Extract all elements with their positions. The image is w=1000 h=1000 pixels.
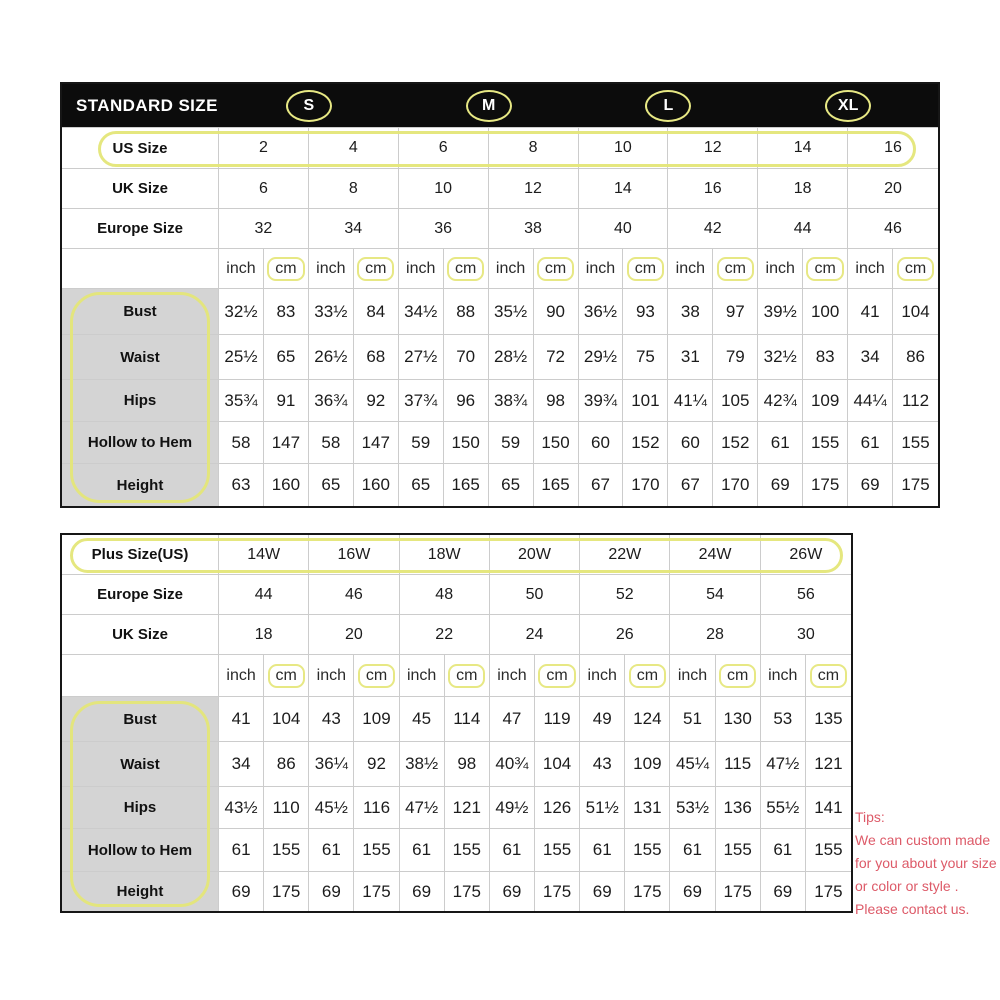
measure-value-cell: 155 (716, 829, 761, 872)
size-value-cell: 12 (489, 169, 579, 209)
measure-value-cell: 126 (535, 787, 580, 829)
size-value-cell: 48 (400, 575, 490, 615)
measure-value-cell: 42¾ (758, 380, 803, 422)
measure-value-cell: 61 (758, 422, 803, 464)
size-value-cell: 6 (219, 169, 309, 209)
measure-value-cell: 175 (354, 872, 399, 911)
measure-value-cell: 109 (803, 380, 848, 422)
measure-value-cell: 147 (354, 422, 399, 464)
measure-value-cell: 47½ (761, 742, 806, 787)
unit-cell (219, 249, 264, 289)
inch-unit: inch (768, 666, 798, 684)
size-value-cell: 20 (309, 615, 399, 655)
measure-value-cell: 35¾ (219, 380, 264, 422)
unit-cell (264, 655, 309, 697)
inch-unit: inch (406, 666, 437, 684)
measure-value-cell: 70 (444, 335, 489, 380)
measure-value-cell: 115 (716, 742, 761, 787)
cm-unit-highlighted: cm (717, 257, 754, 281)
measure-value-cell: 92 (354, 380, 399, 422)
tips-line: or color or style . (855, 878, 959, 894)
measure-value-cell: 170 (623, 464, 668, 506)
measure-value-cell: 165 (444, 464, 489, 506)
size-value-cell: 20W (490, 535, 580, 575)
unit-cell (534, 249, 579, 289)
measure-value-cell: 150 (534, 422, 579, 464)
measure-value-cell: 98 (534, 380, 579, 422)
measure-value-cell: 97 (713, 289, 758, 335)
tips-line: Please contact us. (855, 901, 970, 917)
measure-value-cell: 49½ (490, 787, 535, 829)
measure-value-cell: 61 (309, 829, 354, 872)
size-group-header (758, 84, 938, 128)
size-value-cell: 20 (848, 169, 938, 209)
measure-value-cell: 33½ (309, 289, 354, 335)
plus-size-table (60, 533, 853, 913)
measure-value-cell: 155 (625, 829, 670, 872)
measure-value-cell: 47 (490, 697, 535, 742)
size-value-cell: 16W (309, 535, 399, 575)
unit-cell (490, 655, 535, 697)
inch-unit: inch (765, 259, 795, 277)
measure-value-cell: 175 (625, 872, 670, 911)
measure-value-cell: 155 (806, 829, 851, 872)
measure-value-cell: 28½ (489, 335, 534, 380)
measure-value-cell: 175 (716, 872, 761, 911)
size-value-cell: 14 (758, 128, 848, 169)
unit-cell (670, 655, 715, 697)
measure-value-cell: 175 (445, 872, 490, 911)
measure-value-cell: 53½ (670, 787, 715, 829)
measure-value-cell: 109 (625, 742, 670, 787)
measure-value-cell: 32½ (758, 335, 803, 380)
inch-unit: inch (495, 259, 526, 277)
cm-unit-highlighted: cm (538, 664, 575, 688)
units-row-label (62, 655, 219, 697)
size-value-cell: 26W (761, 535, 851, 575)
measure-value-cell: 58 (309, 422, 354, 464)
cm-unit-highlighted: cm (810, 664, 847, 688)
measure-value-cell: 86 (264, 742, 309, 787)
measure-value-cell: 26½ (309, 335, 354, 380)
size-value-cell: 46 (848, 209, 938, 249)
measure-value-cell: 34 (219, 742, 264, 787)
measure-value-cell: 68 (354, 335, 399, 380)
measure-value-cell: 69 (580, 872, 625, 911)
unit-cell (758, 249, 803, 289)
tips-line: for you about your size (855, 855, 997, 871)
measure-value-cell: 25½ (219, 335, 264, 380)
measure-value-cell: 38¾ (489, 380, 534, 422)
inch-unit: inch (316, 666, 347, 684)
measure-value-cell: 114 (445, 697, 490, 742)
measure-value-cell: 93 (623, 289, 668, 335)
measure-value-cell: 41 (848, 289, 893, 335)
measure-row-label: Height (62, 464, 219, 506)
measure-value-cell: 45 (400, 697, 445, 742)
measure-value-cell: 141 (806, 787, 851, 829)
measure-row-label: Hips (62, 787, 219, 829)
measure-value-cell: 69 (400, 872, 445, 911)
measure-value-cell: 69 (309, 872, 354, 911)
measure-value-cell: 175 (803, 464, 848, 506)
measure-value-cell: 59 (489, 422, 534, 464)
measure-value-cell: 130 (716, 697, 761, 742)
measure-value-cell: 69 (848, 464, 893, 506)
tips-title: Tips: (855, 809, 885, 825)
size-value-cell: 54 (670, 575, 760, 615)
measure-value-cell: 36¾ (309, 380, 354, 422)
size-value-cell: 22 (400, 615, 490, 655)
measure-value-cell: 155 (445, 829, 490, 872)
measure-value-cell: 104 (893, 289, 938, 335)
cm-unit-highlighted: cm (358, 664, 395, 688)
size-value-cell: 16 (668, 169, 758, 209)
size-value-cell: 12 (668, 128, 758, 169)
size-circle-highlight: S (286, 90, 332, 122)
unit-cell (803, 249, 848, 289)
inch-unit: inch (406, 259, 436, 277)
size-group-header (579, 84, 759, 128)
unit-cell (309, 655, 354, 697)
size-group-header (399, 84, 579, 128)
measure-value-cell: 44¼ (848, 380, 893, 422)
measure-value-cell: 31 (668, 335, 713, 380)
measure-value-cell: 65 (489, 464, 534, 506)
size-value-cell: 14 (579, 169, 669, 209)
measure-value-cell: 32½ (219, 289, 264, 335)
measure-value-cell: 43 (309, 697, 354, 742)
size-value-cell: 36 (399, 209, 489, 249)
unit-cell (716, 655, 761, 697)
measure-value-cell: 104 (535, 742, 580, 787)
size-value-cell: 42 (668, 209, 758, 249)
size-value-cell: 44 (758, 209, 848, 249)
size-row-label: Europe Size (62, 575, 219, 615)
units-row-label (62, 249, 219, 289)
unit-cell (848, 249, 893, 289)
measure-value-cell: 36¼ (309, 742, 354, 787)
measure-value-cell: 39¾ (579, 380, 624, 422)
unit-cell (444, 249, 489, 289)
measure-value-cell: 29½ (579, 335, 624, 380)
measure-value-cell: 96 (444, 380, 489, 422)
unit-cell (489, 249, 534, 289)
inch-unit: inch (226, 259, 256, 277)
unit-cell (400, 655, 445, 697)
measure-value-cell: 43 (580, 742, 625, 787)
unit-cell (623, 249, 668, 289)
size-circle-highlight: M (466, 90, 512, 122)
unit-cell (713, 249, 758, 289)
measure-value-cell: 69 (670, 872, 715, 911)
size-value-cell: 50 (490, 575, 580, 615)
tips-note (855, 806, 1000, 921)
measure-value-cell: 101 (623, 380, 668, 422)
inch-unit: inch (497, 666, 527, 684)
measure-value-cell: 38 (668, 289, 713, 335)
measure-value-cell: 175 (264, 872, 309, 911)
measure-value-cell: 58 (219, 422, 264, 464)
cm-unit-highlighted: cm (629, 664, 666, 688)
size-row-label: Plus Size(US) (62, 535, 219, 575)
measure-value-cell: 110 (264, 787, 309, 829)
size-value-cell: 52 (580, 575, 670, 615)
measure-value-cell: 131 (625, 787, 670, 829)
size-value-cell: 18 (758, 169, 848, 209)
measure-row-label: Waist (62, 742, 219, 787)
size-value-cell: 8 (489, 128, 579, 169)
measure-value-cell: 61 (490, 829, 535, 872)
measure-value-cell: 40¾ (490, 742, 535, 787)
measure-value-cell: 49 (580, 697, 625, 742)
cm-unit-highlighted: cm (897, 257, 934, 281)
measure-value-cell: 175 (814, 881, 843, 901)
measure-value-cell: 98 (445, 742, 490, 787)
measure-value-cell: 100 (803, 289, 848, 335)
measure-row-label: Height (62, 872, 219, 911)
table-title: STANDARD SIZE (62, 84, 219, 128)
measure-value-cell: 79 (713, 335, 758, 380)
measure-row-label: Hollow to Hem (62, 422, 219, 464)
unit-cell (354, 249, 399, 289)
size-row-label: Europe Size (62, 209, 219, 249)
measure-value-cell: 60 (668, 422, 713, 464)
measure-value-cell: 165 (534, 464, 579, 506)
inch-unit: inch (675, 259, 706, 277)
measure-value-cell: 104 (264, 697, 309, 742)
unit-cell (309, 249, 354, 289)
size-circle-highlight: L (645, 90, 691, 122)
measure-value-cell: 175 (901, 475, 930, 494)
measure-value-cell: 109 (354, 697, 399, 742)
cm-unit-highlighted: cm (268, 664, 305, 688)
unit-cell (625, 655, 670, 697)
cm-unit-highlighted: cm (719, 664, 756, 688)
measure-value-cell: 36½ (579, 289, 624, 335)
unit-cell (668, 249, 713, 289)
measure-value-cell: 147 (264, 422, 309, 464)
measure-value-cell: 61 (580, 829, 625, 872)
cm-unit-highlighted: cm (448, 664, 485, 688)
inch-unit: inch (316, 259, 346, 277)
measure-value-cell: 63 (219, 464, 264, 506)
measure-value-cell: 124 (625, 697, 670, 742)
measure-value-cell: 83 (803, 335, 848, 380)
measure-value-cell: 41¼ (668, 380, 713, 422)
measure-value-cell: 86 (893, 335, 938, 380)
size-value-cell: 32 (219, 209, 309, 249)
unit-cell (219, 655, 264, 697)
size-value-cell: 2 (219, 128, 309, 169)
measure-value-cell: 51 (670, 697, 715, 742)
size-value-cell: 56 (761, 575, 851, 615)
measure-value-cell: 61 (670, 829, 715, 872)
measure-value-cell: 84 (354, 289, 399, 335)
unit-cell (399, 249, 444, 289)
measure-row-label: Bust (62, 697, 219, 742)
measure-value-cell: 150 (444, 422, 489, 464)
size-value-cell: 24 (490, 615, 580, 655)
measure-value-cell: 83 (264, 289, 309, 335)
measure-value-cell: 91 (264, 380, 309, 422)
measure-value-cell: 135 (806, 697, 851, 742)
measure-row-label: Hips (62, 380, 219, 422)
cm-unit-highlighted: cm (627, 257, 664, 281)
size-value-cell: 40 (579, 209, 669, 249)
measure-value-cell: 72 (534, 335, 579, 380)
measure-value-cell: 37¾ (399, 380, 444, 422)
size-value-cell: 44 (219, 575, 309, 615)
size-value-cell: 22W (580, 535, 670, 575)
measure-value-cell: 121 (445, 787, 490, 829)
cm-unit-highlighted: cm (537, 257, 574, 281)
cm-unit-highlighted: cm (357, 257, 394, 281)
size-value-cell: 46 (309, 575, 399, 615)
measure-value-cell: 119 (535, 697, 580, 742)
size-value-cell: 18 (219, 615, 309, 655)
measure-value-cell: 45½ (309, 787, 354, 829)
measure-value-cell: 90 (534, 289, 579, 335)
measure-value-cell: 35½ (489, 289, 534, 335)
size-value-cell: 10 (579, 128, 669, 169)
measure-row-label: Bust (62, 289, 219, 335)
size-value-cell: 24W (670, 535, 760, 575)
size-value-cell: 18W (400, 535, 490, 575)
measure-value-cell: 175 (535, 872, 580, 911)
measure-value-cell: 67 (579, 464, 624, 506)
size-row-label: UK Size (62, 169, 219, 209)
measure-value-cell: 69 (758, 464, 803, 506)
measure-value-cell: 152 (713, 422, 758, 464)
measure-value-cell: 160 (354, 464, 399, 506)
size-value-cell: 28 (670, 615, 760, 655)
measure-value-cell: 88 (444, 289, 489, 335)
measure-value-cell: 155 (803, 422, 848, 464)
measure-value-cell: 121 (806, 742, 851, 787)
measure-value-cell: 65 (399, 464, 444, 506)
size-value-cell: 10 (399, 169, 489, 209)
measure-value-cell: 34½ (399, 289, 444, 335)
tips-line: We can custom made (855, 832, 991, 848)
measure-value-cell: 92 (354, 742, 399, 787)
size-value-cell: 26 (580, 615, 670, 655)
measure-value-cell: 65 (309, 464, 354, 506)
size-value-cell: 16 (848, 128, 938, 169)
measure-value-cell: 61 (848, 422, 893, 464)
measure-value-cell: 155 (264, 829, 309, 872)
measure-value-cell: 41 (219, 697, 264, 742)
unit-cell (761, 655, 806, 697)
inch-unit: inch (855, 259, 885, 277)
unit-cell (579, 249, 624, 289)
size-row-label: US Size (62, 128, 219, 169)
measure-value-cell: 136 (716, 787, 761, 829)
measure-value-cell: 67 (668, 464, 713, 506)
measure-value-cell: 53 (761, 697, 806, 742)
inch-unit: inch (226, 666, 256, 684)
measure-value-cell: 105 (713, 380, 758, 422)
measure-value-cell: 45¼ (670, 742, 715, 787)
measure-value-cell: 34 (848, 335, 893, 380)
inch-unit: inch (585, 259, 616, 277)
measure-value-cell: 69 (219, 872, 264, 911)
cm-unit-highlighted: cm (267, 257, 304, 281)
measure-value-cell: 75 (623, 335, 668, 380)
measure-value-cell: 152 (623, 422, 668, 464)
measure-value-cell: 39½ (758, 289, 803, 335)
measure-value-cell: 155 (354, 829, 399, 872)
inch-unit: inch (677, 666, 708, 684)
size-circle-highlight: XL (825, 90, 871, 122)
measure-value-cell: 65 (264, 335, 309, 380)
size-value-cell: 4 (309, 128, 399, 169)
measure-value-cell: 59 (399, 422, 444, 464)
measure-row-label: Hollow to Hem (62, 829, 219, 872)
size-value-cell: 30 (761, 615, 851, 655)
measure-value-cell: 160 (264, 464, 309, 506)
measure-value-cell: 27½ (399, 335, 444, 380)
measure-value-cell: 43½ (219, 787, 264, 829)
measure-value-cell: 69 (761, 872, 806, 911)
measure-row-label: Waist (62, 335, 219, 380)
measure-value-cell: 47½ (400, 787, 445, 829)
cm-unit-highlighted: cm (806, 257, 843, 281)
unit-cell (354, 655, 399, 697)
measure-value-cell: 61 (400, 829, 445, 872)
unit-cell (806, 655, 851, 697)
measure-value-cell: 170 (713, 464, 758, 506)
measure-value-cell: 155 (535, 829, 580, 872)
unit-cell (893, 249, 938, 289)
standard-size-table (60, 82, 940, 508)
measure-value-cell: 116 (354, 787, 399, 829)
size-value-cell: 8 (309, 169, 399, 209)
size-group-header (219, 84, 399, 128)
size-row-label: UK Size (62, 615, 219, 655)
measure-value-cell: 55½ (761, 787, 806, 829)
unit-cell (535, 655, 580, 697)
size-value-cell: 38 (489, 209, 579, 249)
measure-value-cell: 61 (761, 829, 806, 872)
size-value-cell: 14W (219, 535, 309, 575)
measure-value-cell: 112 (893, 380, 938, 422)
size-value-cell: 6 (399, 128, 489, 169)
measure-value-cell: 69 (490, 872, 535, 911)
measure-value-cell: 61 (219, 829, 264, 872)
unit-cell (264, 249, 309, 289)
unit-cell (445, 655, 490, 697)
measure-value-cell: 60 (579, 422, 624, 464)
size-value-cell: 34 (309, 209, 399, 249)
measure-value-cell: 155 (893, 422, 938, 464)
cm-unit-highlighted: cm (447, 257, 484, 281)
inch-unit: inch (587, 666, 617, 684)
measure-value-cell: 51½ (580, 787, 625, 829)
measure-value-cell: 38½ (400, 742, 445, 787)
unit-cell (580, 655, 625, 697)
